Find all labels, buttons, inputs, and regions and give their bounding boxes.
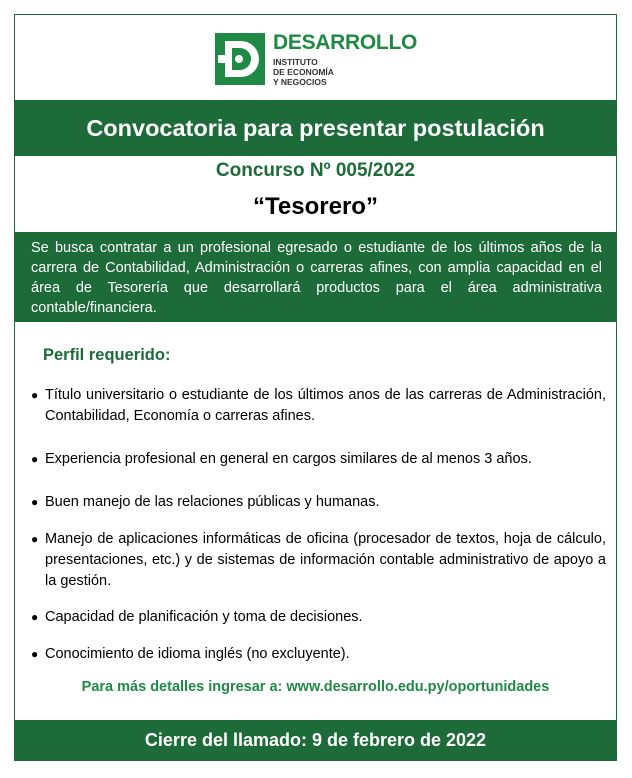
logo-title: DESARROLLO	[273, 30, 418, 54]
job-description: Se busca contratar a un profesional egresado o estudiante de los últimos años de la carrera de Contabilidad, Administración o carreras afines, con amplia capacidad en el área de Tesorería que desarrollará productos para el área administrativa contable/financiera.	[15, 232, 616, 322]
requirement-text: Título universitario o estudiante de los últimos anos de las carreras de Administración, Contabilidad, Economía o carreras afines.	[45, 387, 606, 424]
logo-subtitle-3: Y NEGOCIOS	[273, 76, 327, 87]
requirement-text: Manejo de aplicaciones informáticas de oficina (procesador de textos, hoja de cálculo, presentaciones, etc.) y de sistemas de información contable administrativo de apoyo a la gestión.	[45, 531, 606, 589]
contest-number: Concurso Nº 005/2022	[215, 160, 416, 181]
list-item	[31, 607, 606, 628]
bullet-icon: ●	[31, 452, 39, 466]
closing-date: Cierre del llamado: 9 de febrero de 2022	[15, 720, 616, 761]
list-item	[31, 644, 606, 665]
list-item	[31, 385, 606, 427]
bullet-icon: ●	[31, 388, 39, 402]
desarrollo-logo	[215, 29, 417, 89]
page-title: Convocatoria para presentar postulación	[15, 100, 616, 156]
bullet-icon: ●	[31, 495, 39, 509]
announcement-frame	[14, 14, 617, 761]
requirement-text: Conocimiento de idioma inglés (no excluyente).	[45, 646, 350, 662]
position-title: “Tesorero”	[253, 193, 378, 220]
profile-heading: Perfil requerido:	[43, 346, 171, 364]
list-item	[31, 492, 606, 513]
list-item	[31, 529, 606, 592]
requirement-text: Capacidad de planificación y toma de decisiones.	[45, 609, 363, 625]
desarrollo-logo-icon	[215, 33, 265, 85]
bullet-icon: ●	[31, 647, 39, 661]
requirement-text: Buen manejo de las relaciones públicas y humanas.	[45, 494, 380, 510]
bullet-icon: ●	[31, 610, 39, 624]
details-link[interactable]: Para más detalles ingresar a: www.desarrollo.edu.py/oportunidades	[81, 679, 550, 695]
logo-subtitle-1: INSTITUTO	[273, 56, 318, 67]
logo-subtitle-2: DE ECONOMÍA	[273, 66, 334, 77]
list-item	[31, 449, 606, 470]
requirement-text: Experiencia profesional en general en cargos similares de al menos 3 años.	[45, 451, 532, 467]
bullet-icon: ●	[31, 532, 39, 546]
